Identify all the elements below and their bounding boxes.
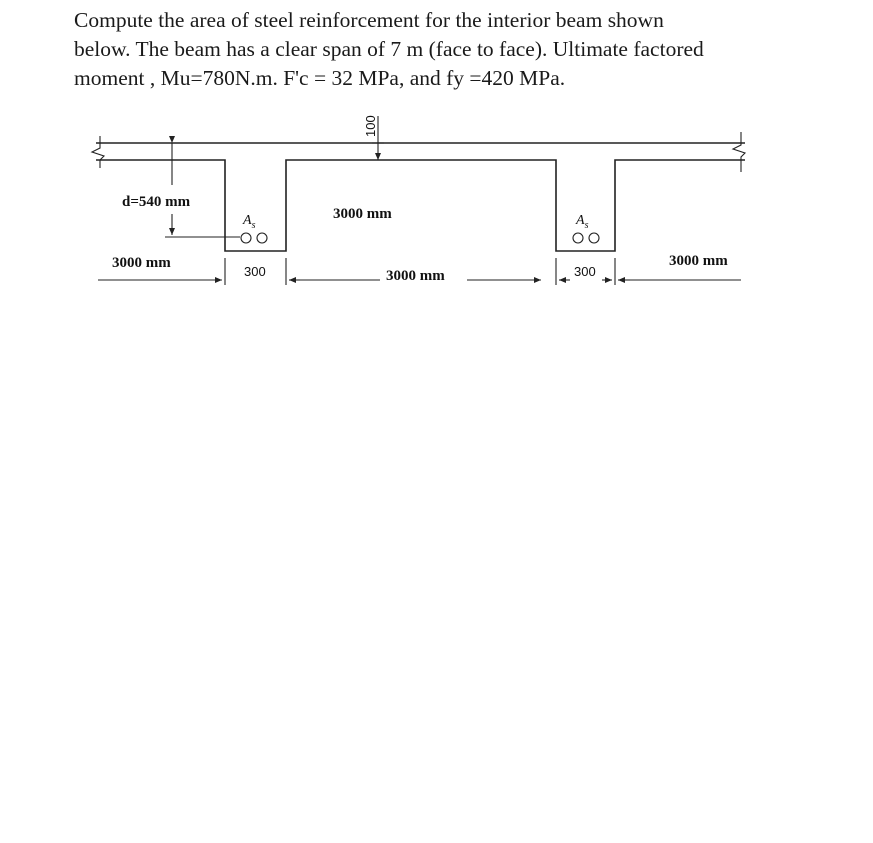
steel-area-symbol-left: A [243, 213, 252, 228]
rebar-left-2 [257, 233, 267, 243]
rebar-right-1 [573, 233, 583, 243]
slab-thickness-label: 100 [363, 115, 378, 137]
bottom-span-label: 3000 mm [386, 268, 445, 284]
problem-line-3: moment , Mu=780N.m. F'c = 32 MPa, and fy =420 MPa. [74, 66, 566, 90]
right-flange-label: 3000 mm [669, 253, 728, 269]
depth-label: d=540 mm [122, 194, 191, 210]
rebar-left-1 [241, 233, 251, 243]
steel-area-subscript-left: s [251, 220, 256, 231]
left-break-line [92, 136, 104, 168]
right-break-line [733, 132, 745, 172]
problem-line-2: below. The beam has a clear span of 7 m (face to face). Ultimate factored [74, 37, 704, 61]
problem-line-1: Compute the area of steel reinforcement for the interior beam shown [74, 8, 664, 32]
left-flange-label: 3000 mm [112, 255, 171, 271]
steel-area-subscript-right: s [584, 220, 589, 231]
rebar-right-2 [589, 233, 599, 243]
steel-area-label-left [242, 213, 256, 231]
clear-span-label: 3000 mm [333, 206, 392, 222]
web-width-left-label: 300 [244, 264, 266, 279]
steel-area-symbol-right: A [576, 213, 585, 228]
steel-area-label-right [575, 213, 589, 231]
web-width-right-label: 300 [574, 264, 596, 279]
